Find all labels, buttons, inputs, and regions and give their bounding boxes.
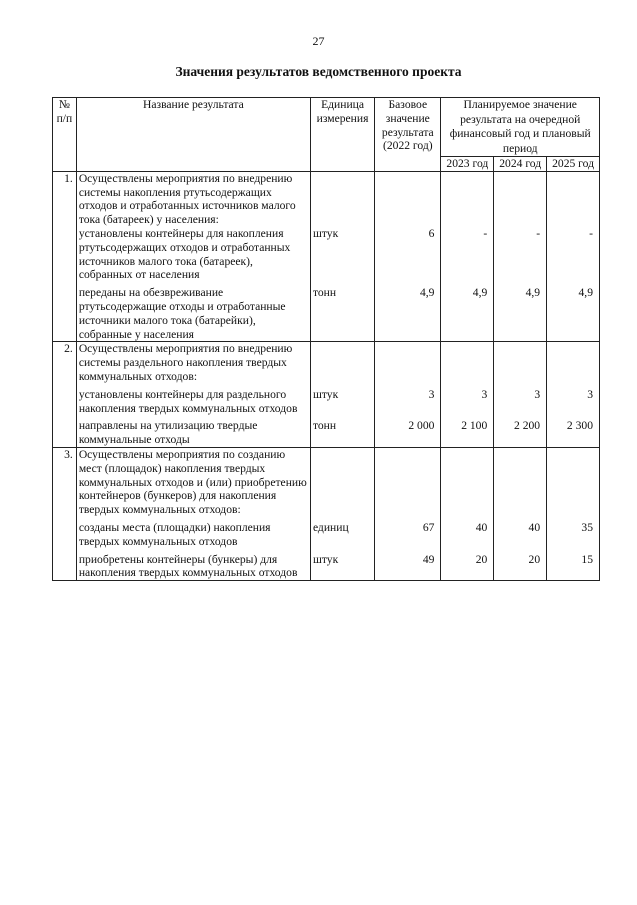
header-base: Базовое значение результата (2022 год) bbox=[375, 98, 441, 172]
header-name: Название результата bbox=[76, 98, 310, 172]
result-2023: 20 bbox=[441, 549, 494, 581]
result-unit: тонн bbox=[310, 415, 374, 447]
header-unit: Единица измерения bbox=[310, 98, 374, 172]
results-table bbox=[52, 97, 600, 581]
result-base: 3 bbox=[375, 384, 441, 416]
group-title-row bbox=[53, 171, 600, 227]
result-base: 67 bbox=[375, 517, 441, 549]
result-2025: 35 bbox=[547, 517, 600, 549]
result-name: установлены контейнеры для раздельного накопления твердых коммунальных отходов bbox=[76, 384, 310, 416]
group-number: 2. bbox=[53, 342, 77, 384]
result-2024: - bbox=[494, 227, 547, 282]
result-name: направлены на утилизацию твердые коммунальные отходы bbox=[76, 415, 310, 447]
table-row bbox=[53, 282, 600, 342]
result-2024: 2 200 bbox=[494, 415, 547, 447]
table-row bbox=[53, 517, 600, 549]
result-2024: 4,9 bbox=[494, 282, 547, 342]
result-name: переданы на обезвреживание ртутьсодержащие отходы и отработанные источники малого тока (батарейки), собранные у населения bbox=[76, 282, 310, 342]
result-2025: 15 bbox=[547, 549, 600, 581]
result-2024: 20 bbox=[494, 549, 547, 581]
result-2025: 2 300 bbox=[547, 415, 600, 447]
result-2023: - bbox=[441, 227, 494, 282]
group-number: 1. bbox=[53, 171, 77, 227]
page-number: 27 bbox=[312, 34, 325, 48]
result-unit: штук bbox=[310, 384, 374, 416]
result-2025: - bbox=[547, 227, 600, 282]
result-unit: штук bbox=[310, 227, 374, 282]
result-2025: 4,9 bbox=[547, 282, 600, 342]
result-name: установлены контейнеры для накопления ртутьсодержащих отходов и отработанных источников малого тока (батареек), собранных от населения bbox=[76, 227, 310, 282]
result-2024: 40 bbox=[494, 517, 547, 549]
result-base: 4,9 bbox=[375, 282, 441, 342]
result-2023: 2 100 bbox=[441, 415, 494, 447]
result-base: 49 bbox=[375, 549, 441, 581]
group-number: 3. bbox=[53, 447, 77, 516]
result-name: приобретены контейнеры (бункеры) для накопления твердых коммунальных отходов bbox=[76, 549, 310, 581]
result-name: созданы места (площадки) накопления твердых коммунальных отходов bbox=[76, 517, 310, 549]
table-row bbox=[53, 384, 600, 416]
group-title: Осуществлены мероприятия по созданию мест (площадок) накопления твердых коммунальных отходов и (или) приобретению контейнеров (бункеров) для накопления твердых коммунальных отходов: bbox=[76, 447, 310, 516]
result-unit: тонн bbox=[310, 282, 374, 342]
table-row bbox=[53, 549, 600, 581]
page-title: Значения результатов ведомственного проекта bbox=[175, 64, 462, 79]
header-planned: Планируемое значение результата на очередной финансовый год и плановый период bbox=[441, 98, 600, 157]
result-2023: 3 bbox=[441, 384, 494, 416]
group-title: Осуществлены мероприятия по внедрению системы раздельного накопления твердых коммунальных отходов: bbox=[76, 342, 310, 384]
header-year: 2024 год bbox=[494, 157, 547, 172]
group-title-row bbox=[53, 447, 600, 516]
header-year: 2025 год bbox=[547, 157, 600, 172]
result-2023: 40 bbox=[441, 517, 494, 549]
table-row bbox=[53, 415, 600, 447]
result-unit: единиц bbox=[310, 517, 374, 549]
result-2025: 3 bbox=[547, 384, 600, 416]
header-year: 2023 год bbox=[441, 157, 494, 172]
result-base: 2 000 bbox=[375, 415, 441, 447]
result-2023: 4,9 bbox=[441, 282, 494, 342]
header-num: № п/п bbox=[53, 98, 77, 172]
table-row bbox=[53, 227, 600, 282]
result-base: 6 bbox=[375, 227, 441, 282]
group-title-row bbox=[53, 342, 600, 384]
result-2024: 3 bbox=[494, 384, 547, 416]
group-title: Осуществлены мероприятия по внедрению системы накопления ртутьсодержащих отходов и отработанных источников малого тока (батареек) у населения: bbox=[76, 171, 310, 227]
result-unit: штук bbox=[310, 549, 374, 581]
